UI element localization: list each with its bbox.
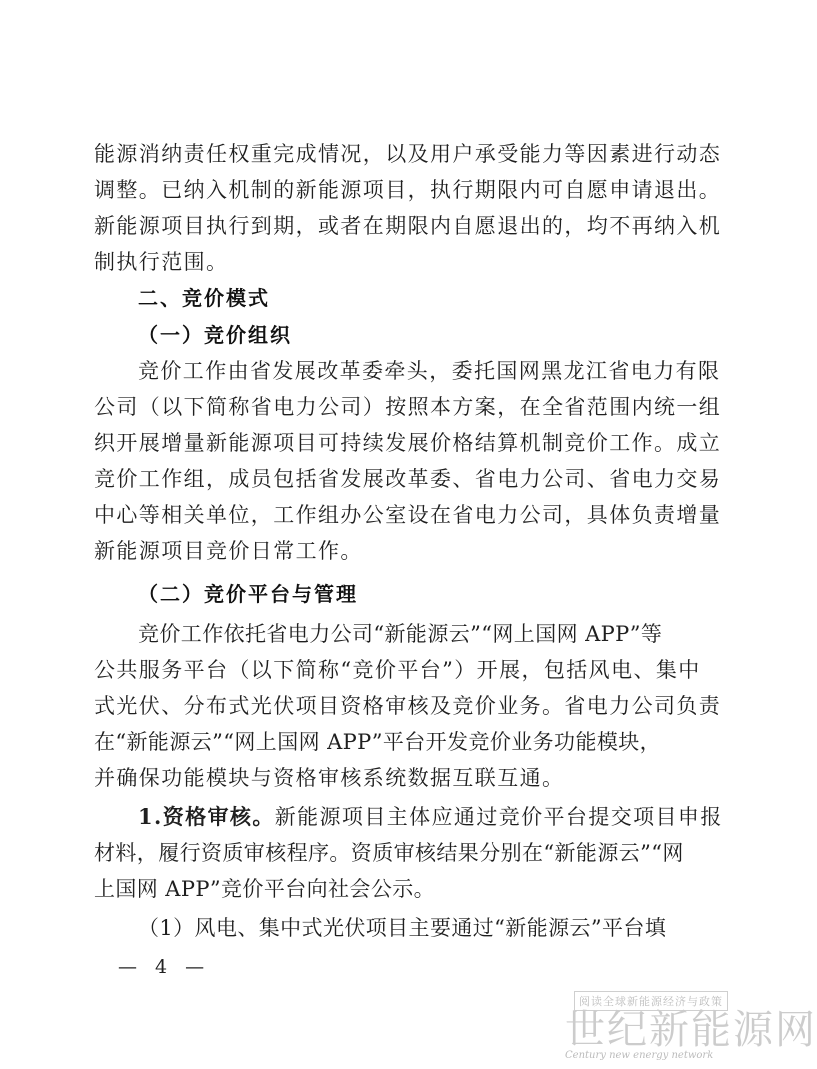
text-line: 公司（以下简称省电力公司）按照本方案，在全省范围内统一组 (94, 395, 722, 419)
text-line: 材料，履行资质审核程序。资质审核结果分别在“新能源云”“网 (94, 841, 684, 865)
item-label: 1.资格审核。 (138, 804, 275, 829)
text-line: 式光伏、分布式光伏项目资格审核及竞价业务。省电力公司负责 (94, 694, 722, 718)
text-line: 在“新能源云”“网上国网 APP”平台开发竞价业务功能模块， (94, 730, 662, 754)
text-line: 竞价工作依托省电力公司“新能源云”“网上国网 APP”等 (138, 622, 663, 646)
section-heading: 二、竞价模式 (138, 286, 270, 310)
text-line (138, 803, 723, 831)
subsection-heading: （一）竞价组织 (138, 323, 292, 347)
page-number: — 4 — (118, 956, 211, 978)
text-line: 制执行范围。 (94, 250, 229, 274)
text-line: 上国网 APP”竞价平台向社会公示。 (94, 877, 436, 901)
text-line: 织开展增量新能源项目可持续发展价格结算机制竞价工作。成立 (94, 431, 722, 455)
text-line: 公共服务平台（以下简称“竞价平台”）开展，包括风电、集中 (94, 658, 701, 682)
text-line: 并确保功能模块与资格审核系统数据互联互通。 (94, 766, 565, 790)
watermark-logo: 世纪新能源网 (565, 1007, 817, 1053)
text-line: 新能源项目竞价日常工作。 (94, 539, 363, 563)
text-line: 调整。已纳入机制的新能源项目，执行期限内可自愿申请退出。 (94, 178, 722, 202)
text-line: 竞价工作组，成员包括省发展改革委、省电力公司、省电力交易 (94, 467, 722, 491)
subsection-heading: （二）竞价平台与管理 (138, 582, 358, 606)
watermark-tagline: 阅读全球新能源经济与政策 (574, 991, 728, 1011)
text-line: 竞价工作由省发展改革委牵头，委托国网黑龙江省电力有限 (138, 359, 721, 383)
text-line: 新能源项目执行到期，或者在期限内自愿退出的，均不再纳入机 (94, 214, 722, 238)
text-line: （1）风电、集中式光伏项目主要通过“新能源云”平台填 (138, 916, 667, 940)
text-line: 中心等相关单位，工作组办公室设在省电力公司，具体负责增量 (94, 503, 722, 527)
item-text: 新能源项目主体应通过竞价平台提交项目申报 (274, 805, 723, 829)
watermark-english: Century new energy network (565, 1050, 714, 1061)
text-line: 能源消纳责任权重完成情况，以及用户承受能力等因素进行动态 (94, 142, 722, 166)
